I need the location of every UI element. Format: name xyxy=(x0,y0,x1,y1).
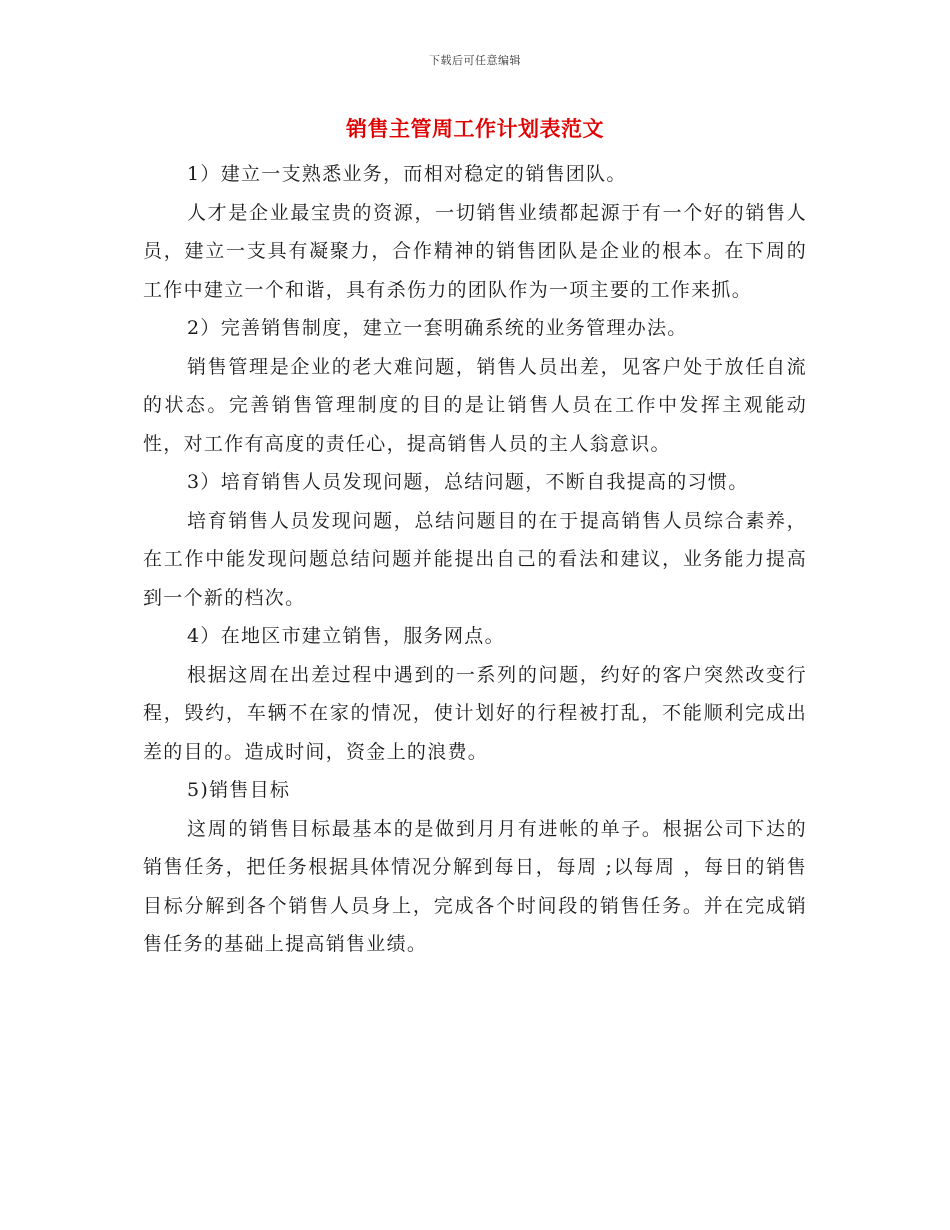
section-heading-3: 3）培育销售人员发现问题，总结问题，不断自我提高的习惯。 xyxy=(187,471,749,493)
section-heading-1: 1）建立一支熟悉业务，而相对稳定的销售团队。 xyxy=(187,163,627,185)
section-body-3: 培育销售人员发现问题，总结问题目的在于提高销售人员综合素养，在工作中能发现问题总结问题并能提出自己的看法和建议，业务能力提高到一个新的档次。 xyxy=(143,509,807,609)
document-title: 销售主管周工作计划表范文 xyxy=(346,116,604,141)
section-body-2: 销售管理是企业的老大难问题，销售人员出差，见客户处于放任自流的状态。完善销售管理制度的目的是让销售人员在工作中发挥主观能动性，对工作有高度的责任心，提高销售人员的主人翁意识。 xyxy=(143,355,807,455)
section-heading-2: 2）完善销售制度，建立一套明确系统的业务管理办法。 xyxy=(187,317,688,339)
section-body-1: 人才是企业最宝贵的资源，一切销售业绩都起源于有一个好的销售人员，建立一支具有凝聚力，合作精神的销售团队是企业的根本。在下周的工作中建立一个和谐，具有杀伤力的团队作为一项主要的工作来抓。 xyxy=(143,201,807,301)
section-body-4: 根据这周在出差过程中遇到的一系列的问题，约好的客户突然改变行程，毁约，车辆不在家的情况，使计划好的行程被打乱，不能顺利完成出差的目的。造成时间，资金上的浪费。 xyxy=(143,663,807,763)
document-body xyxy=(143,155,807,964)
section-heading-5: 5)销售目标 xyxy=(187,779,291,801)
section-heading-4: 4）在地区市建立销售，服务网点。 xyxy=(187,625,505,647)
section-body-5: 这周的销售目标最基本的是做到月月有进帐的单子。根据公司下达的销售任务，把任务根据具体情况分解到每日，每周 ;以每周 ，每日的销售目标分解到各个销售人员身上，完成各个时间段的销售任务。并在完成销售任务的基础上提高销售业绩。 xyxy=(143,817,807,955)
header-note: 下载后可任意编辑 xyxy=(429,54,521,67)
